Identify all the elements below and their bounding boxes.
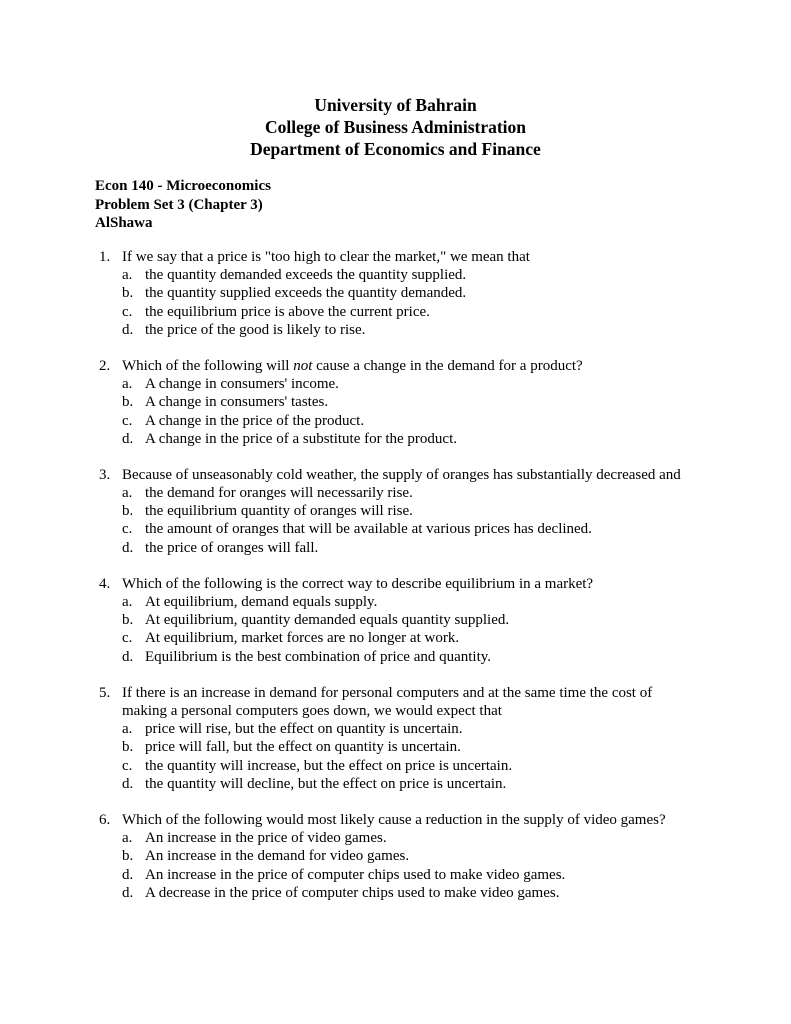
option-text: An increase in the price of video games. (145, 830, 387, 847)
university-name: University of Bahrain (314, 95, 477, 115)
emphasis-text: not (293, 357, 313, 374)
question-text: Which of the following is the correct way to describe equilibrium in a market? (122, 575, 594, 592)
problem-set-title: Problem Set 3 (Chapter 3) (95, 196, 263, 213)
question-text: Which of the following would most likely cause a reduction in the supply of video games? (122, 811, 666, 828)
question-4 (0, 575, 791, 666)
option-letter: a. (122, 830, 133, 847)
option-text: price will fall, but the effect on quantity is uncertain. (145, 739, 461, 756)
option-letter: b. (122, 848, 134, 865)
option-text: the quantity supplied exceeds the quantity demanded. (145, 285, 467, 302)
answer-option (0, 884, 791, 902)
option-letter: d. (122, 321, 134, 338)
option-text: At equilibrium, market forces are no longer at work. (145, 630, 460, 647)
option-letter: a. (122, 594, 133, 611)
option-text: the equilibrium quantity of oranges will rise. (145, 503, 413, 520)
option-letter: c. (122, 521, 133, 538)
option-text: An increase in the price of computer chips used to make video games. (145, 866, 566, 883)
option-letter: a. (122, 721, 133, 738)
answer-option (0, 720, 791, 738)
option-text: the quantity demanded exceeds the quantity supplied. (145, 267, 467, 284)
question-2 (0, 357, 791, 448)
question-text: If there is an increase in demand for personal computers and at the same time the cost of (122, 684, 653, 701)
option-letter: a. (122, 376, 133, 393)
option-letter: d. (122, 430, 134, 447)
option-letter: c. (122, 303, 133, 320)
option-text: the equilibrium price is above the current price. (145, 303, 430, 320)
option-letter: b. (122, 285, 134, 302)
question-text: If we say that a price is "too high to clear the market," we mean that (122, 249, 530, 265)
answer-option (0, 321, 791, 339)
answer-option (0, 502, 791, 520)
option-letter: d. (122, 775, 134, 792)
answer-option (0, 866, 791, 884)
question-5 (0, 684, 791, 793)
question-3 (0, 466, 791, 557)
option-letter: b. (122, 503, 134, 520)
answer-option (0, 757, 791, 775)
instructor-name: AlShawa (95, 215, 153, 231)
option-letter: a. (122, 267, 133, 284)
answer-option (0, 648, 791, 666)
option-text: A decrease in the price of computer chips used to make video games. (145, 884, 560, 901)
question-number: 4. (99, 575, 111, 592)
document-header (0, 94, 791, 160)
question-number: 2. (99, 357, 111, 374)
answer-option (0, 829, 791, 847)
answer-option (0, 375, 791, 393)
option-text: the amount of oranges that will be available at various prices has declined. (145, 521, 592, 538)
question-number: 1. (99, 249, 111, 265)
question-text-start: Which of the following will (122, 357, 294, 374)
answer-option (0, 738, 791, 756)
answer-option (0, 539, 791, 557)
course-info (95, 177, 271, 233)
question-text-continued: making a personal computers goes down, we would expect that (122, 703, 502, 720)
option-text: price will rise, but the effect on quantity is uncertain. (145, 721, 463, 738)
option-letter: b. (122, 612, 134, 629)
option-letter: c. (122, 412, 133, 429)
answer-option (0, 520, 791, 538)
option-letter: d. (122, 539, 134, 556)
option-letter: b. (122, 394, 134, 411)
question-number: 6. (99, 811, 111, 828)
answer-option (0, 430, 791, 448)
answer-option (0, 775, 791, 793)
answer-option (0, 484, 791, 502)
option-text: the quantity will decline, but the effect on price is uncertain. (145, 775, 507, 792)
option-text: A change in the price of the product. (145, 412, 365, 429)
answer-option (0, 303, 791, 321)
college-name: College of Business Administration (264, 117, 527, 137)
answer-option (0, 266, 791, 284)
answer-option (0, 611, 791, 629)
option-letter: a. (122, 485, 133, 502)
option-letter: d. (122, 884, 134, 901)
option-text: A change in the price of a substitute for the product. (145, 430, 457, 447)
option-text: A change in consumers' income. (145, 376, 339, 393)
option-text: An increase in the demand for video games. (145, 848, 410, 865)
question-1 (0, 248, 791, 339)
answer-option (0, 284, 791, 302)
option-text: the price of oranges will fall. (145, 539, 319, 556)
option-letter: b. (122, 739, 134, 756)
option-text: Equilibrium is the best combination of price and quantity. (145, 648, 492, 665)
option-text: A change in consumers' tastes. (145, 394, 329, 411)
question-number: 3. (99, 466, 111, 483)
answer-option (0, 412, 791, 430)
option-text: At equilibrium, demand equals supply. (145, 594, 378, 611)
question-text-end: cause a change in the demand for a product? (312, 357, 583, 374)
answer-option (0, 847, 791, 865)
option-text: At equilibrium, quantity demanded equals quantity supplied. (145, 612, 510, 629)
answer-option (0, 593, 791, 611)
option-letter: c. (122, 757, 133, 774)
option-letter: d. (122, 648, 134, 665)
option-letter: c. (122, 630, 133, 647)
option-letter: d. (122, 866, 134, 883)
option-text: the demand for oranges will necessarily rise. (145, 485, 413, 502)
question-text: Because of unseasonably cold weather, the supply of oranges has substantially decreased and (122, 466, 681, 483)
question-number: 5. (99, 684, 111, 701)
option-text: the quantity will increase, but the effect on price is uncertain. (145, 757, 513, 774)
course-title: Econ 140 - Microeconomics (95, 178, 271, 194)
question-list (0, 248, 791, 920)
answer-option (0, 393, 791, 411)
option-text: the price of the good is likely to rise. (145, 321, 366, 338)
answer-option (0, 629, 791, 647)
question-6 (0, 811, 791, 902)
question-text (122, 358, 583, 374)
department-name: Department of Economics and Finance (250, 139, 541, 159)
